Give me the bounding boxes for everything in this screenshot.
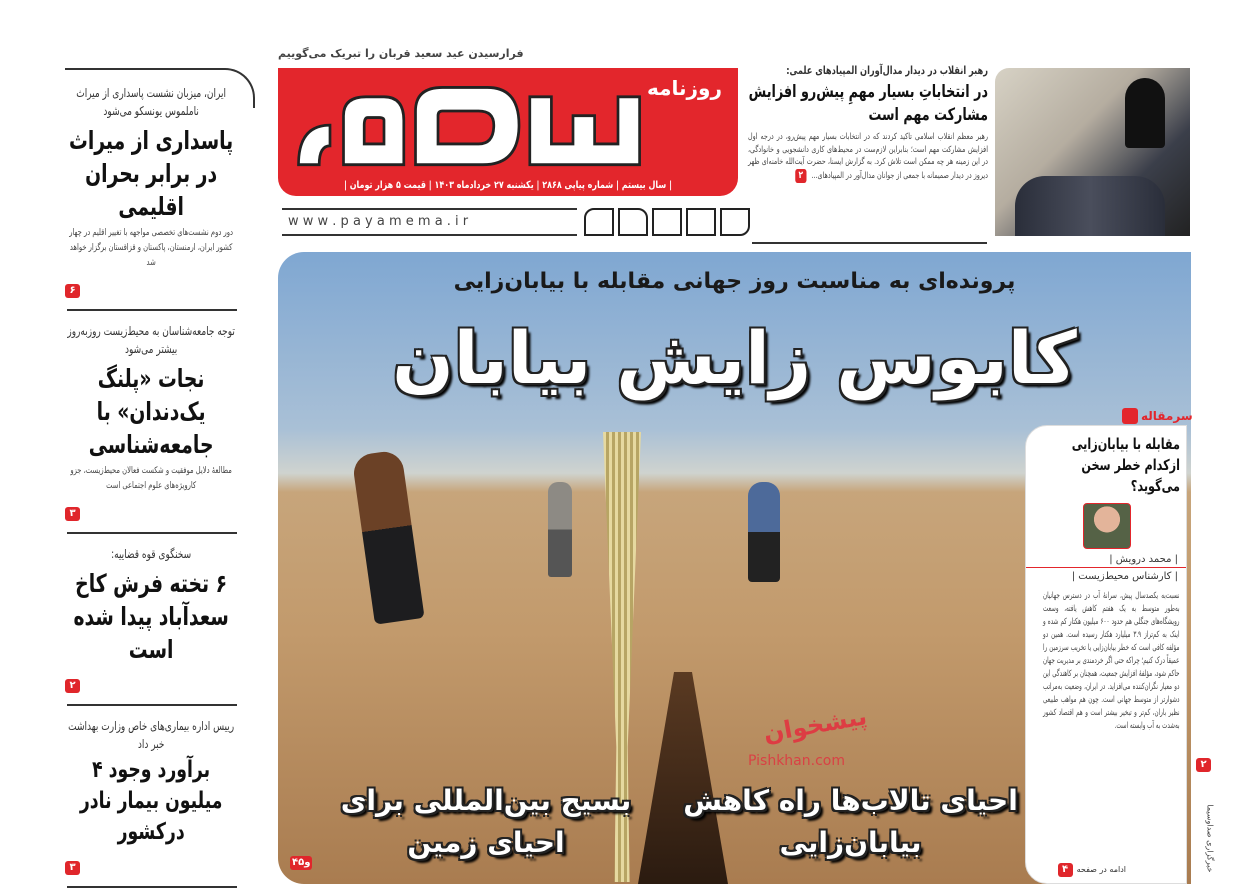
website-url: w w w . p a y a m e m a . i r bbox=[282, 208, 577, 236]
page-badge[interactable]: ۴و۵ bbox=[292, 857, 311, 868]
sidebar bbox=[65, 84, 237, 888]
page-badge[interactable]: ۳ bbox=[65, 861, 80, 875]
page-badge[interactable]: ۴ bbox=[1058, 863, 1073, 877]
sub-headline-right[interactable]: احیای تالاب‌ها راه کاهش بیابان‌زایی bbox=[683, 784, 1018, 859]
top-story-kicker: رهبر انقلاب در دیدار مدال‌آوران المپیادهای علمی: bbox=[786, 64, 988, 77]
sidebar-story[interactable] bbox=[65, 545, 237, 666]
sidebar-story[interactable] bbox=[65, 84, 237, 271]
issue-info: | سال بیستم | شماره پیاپی ۲۸۶۸ | یکشنبه ۲۷ خردادماه ۱۴۰۳ | قیمت ۵ هزار تومان | bbox=[343, 180, 672, 191]
top-story-photo bbox=[995, 68, 1190, 236]
page-badge[interactable]: ۲ bbox=[1196, 758, 1211, 772]
story-kicker: ایران، میزبان نشست پاسداری از میراث ناملموس یونسکو می‌شود bbox=[76, 86, 227, 118]
watermark-url: Pishkhan.com bbox=[748, 753, 845, 769]
story-headline[interactable]: پاسداری از میراث در برابر بحران اقلیمی bbox=[69, 126, 234, 221]
story-kicker: توجه جامعه‌شناسان به محیط‌زیست روزبه‌روز بیشتر می‌شود bbox=[67, 324, 235, 356]
editorial-label-text: سرمقاله bbox=[1141, 408, 1193, 423]
editorial-label bbox=[1122, 408, 1193, 424]
separator bbox=[67, 309, 237, 311]
main-kicker: پرونده‌ای به مناسبت روز جهانی مقابله با بیابان‌زایی bbox=[453, 269, 1016, 294]
story-body: دور دوم نشست‌های تخصصی مواجهه با تغییر اقلیم در چهار کشور ایران، ارمنستان، پاکستان و قزاقستان برگزار خواهد شد bbox=[69, 228, 234, 268]
worker-figure bbox=[748, 482, 780, 582]
continued-text: ادامه در صفحه bbox=[1076, 865, 1126, 874]
editorial-icon bbox=[1122, 408, 1138, 424]
photo-credit: خبرگزاری صداوسیما bbox=[1205, 804, 1215, 873]
page-badge[interactable]: ۶ bbox=[65, 284, 80, 298]
author-role: | کارشناس محیط‌زیست | bbox=[1071, 571, 1178, 582]
story-headline[interactable]: نجات «پلنگ یک‌دندان» با جامعه‌شناسی bbox=[88, 364, 214, 459]
main-headline[interactable]: کابوس زایش بیابان bbox=[392, 316, 1077, 400]
story-kicker: رییس اداره بیماری‌های خاص وزارت بهداشت خبر داد bbox=[68, 719, 235, 751]
story-headline[interactable]: ۶ تخته فرش کاخ سعدآباد پیدا شده است bbox=[73, 569, 229, 664]
separator bbox=[67, 532, 237, 534]
masthead-logo-banner bbox=[278, 68, 738, 196]
page-badge[interactable]: ۲ bbox=[65, 679, 80, 693]
newspaper-prefix: روزنامه bbox=[647, 76, 722, 100]
author-photo bbox=[1083, 503, 1131, 549]
page-badge[interactable]: ۲ bbox=[795, 169, 806, 183]
top-story bbox=[748, 64, 988, 236]
sidebar-story[interactable] bbox=[65, 717, 237, 848]
author-name: | محمد درویش | bbox=[1026, 549, 1186, 568]
newspaper-logo bbox=[294, 78, 654, 176]
editorial-headline[interactable]: مقابله با بیابان‌زایی ازکدام خطر سخن می‌گوید؟ bbox=[1071, 435, 1180, 495]
editorial-box bbox=[1025, 425, 1187, 884]
top-story-headline[interactable]: در انتخاباتِ بسیار مهمِ پیش‌رو افزایش مشارکت مهم است bbox=[748, 82, 988, 125]
story-body: مطالعهٔ دلایل موفقیت و شکست فعالان محیط‌زیست، جزو کارویژه‌های علوم اجتماعی است bbox=[70, 466, 232, 491]
story-headline[interactable]: برآورد وجود ۴ میلیون بیمار نادر درکشور bbox=[79, 757, 223, 845]
separator bbox=[752, 242, 987, 244]
top-story-body: رهبر معظم انقلاب اسلامی تاکید کردند که در انتخابات بسیار مهم پیش‌رو، در درجه اول افزایش مشارکت مهم است؛ بنابراین لازم‌ست در محیط‌های کاری دانشجویی و خانوادگی، در این زمینه هر چه ممکن است تلاش کرد. به گزارش ایسنا، حضرت آیت‌الله خامنه‌ای ظهر دیروز در دیدار صمیمانه با جمعی از جوانان مدال‌آور در المپیادهای... bbox=[748, 132, 988, 181]
separator bbox=[67, 886, 237, 888]
worker-figure bbox=[351, 449, 424, 624]
separator bbox=[67, 704, 237, 706]
editorial-body: نسبت‌به یکصدسال پیش، سرانهٔ آب در دسترس جهانیان به‌طور متوسط به یک هفتم کاهش یافته، وسعت رویشگاه‌های جنگلی هم حدود ۶۰۰ میلیون هکتار کم شده و اینک به کم‌تراز ۳.۹ میلیارد هکتار رسیده است. همین دو مؤلفه کافی است که خطر بیابان‌زایی یا تخریب سرزمین را عمیقاً درک کنیم؛ چراکه حتی اگر خردمندی بر مدیریت جهان حاکم شود، مؤلفهٔ افزایش جمعیت، همچنان بر کاهندگی این دو معیار نگران‌کننده می‌افزاید. در ایران، وضعیت به‌مراتب دشوارتر از متوسط جهانی است. چون هم مواهب طبیعی نظیر باران، کم‌تر و تبخیر بیشتر است و هم اقتصاد کشور به‌شدت به آب وابسته است. bbox=[1043, 591, 1180, 731]
logo-blocks bbox=[584, 208, 750, 236]
worker-figure bbox=[548, 482, 572, 577]
sub-headline-left[interactable]: بسیج بین‌المللی برای احیای زمین bbox=[340, 784, 632, 859]
sidebar-story[interactable] bbox=[65, 322, 237, 494]
continued-link[interactable] bbox=[1058, 863, 1126, 877]
masthead-greeting: فرارسیدن عید سعید قربان را تبریک می‌گوییم bbox=[278, 47, 524, 60]
page-badge[interactable]: ۳ bbox=[65, 507, 80, 521]
watermark-logo: پیشخوان bbox=[761, 702, 869, 748]
story-kicker: سخنگوی قوه قضاییه: bbox=[111, 547, 192, 561]
